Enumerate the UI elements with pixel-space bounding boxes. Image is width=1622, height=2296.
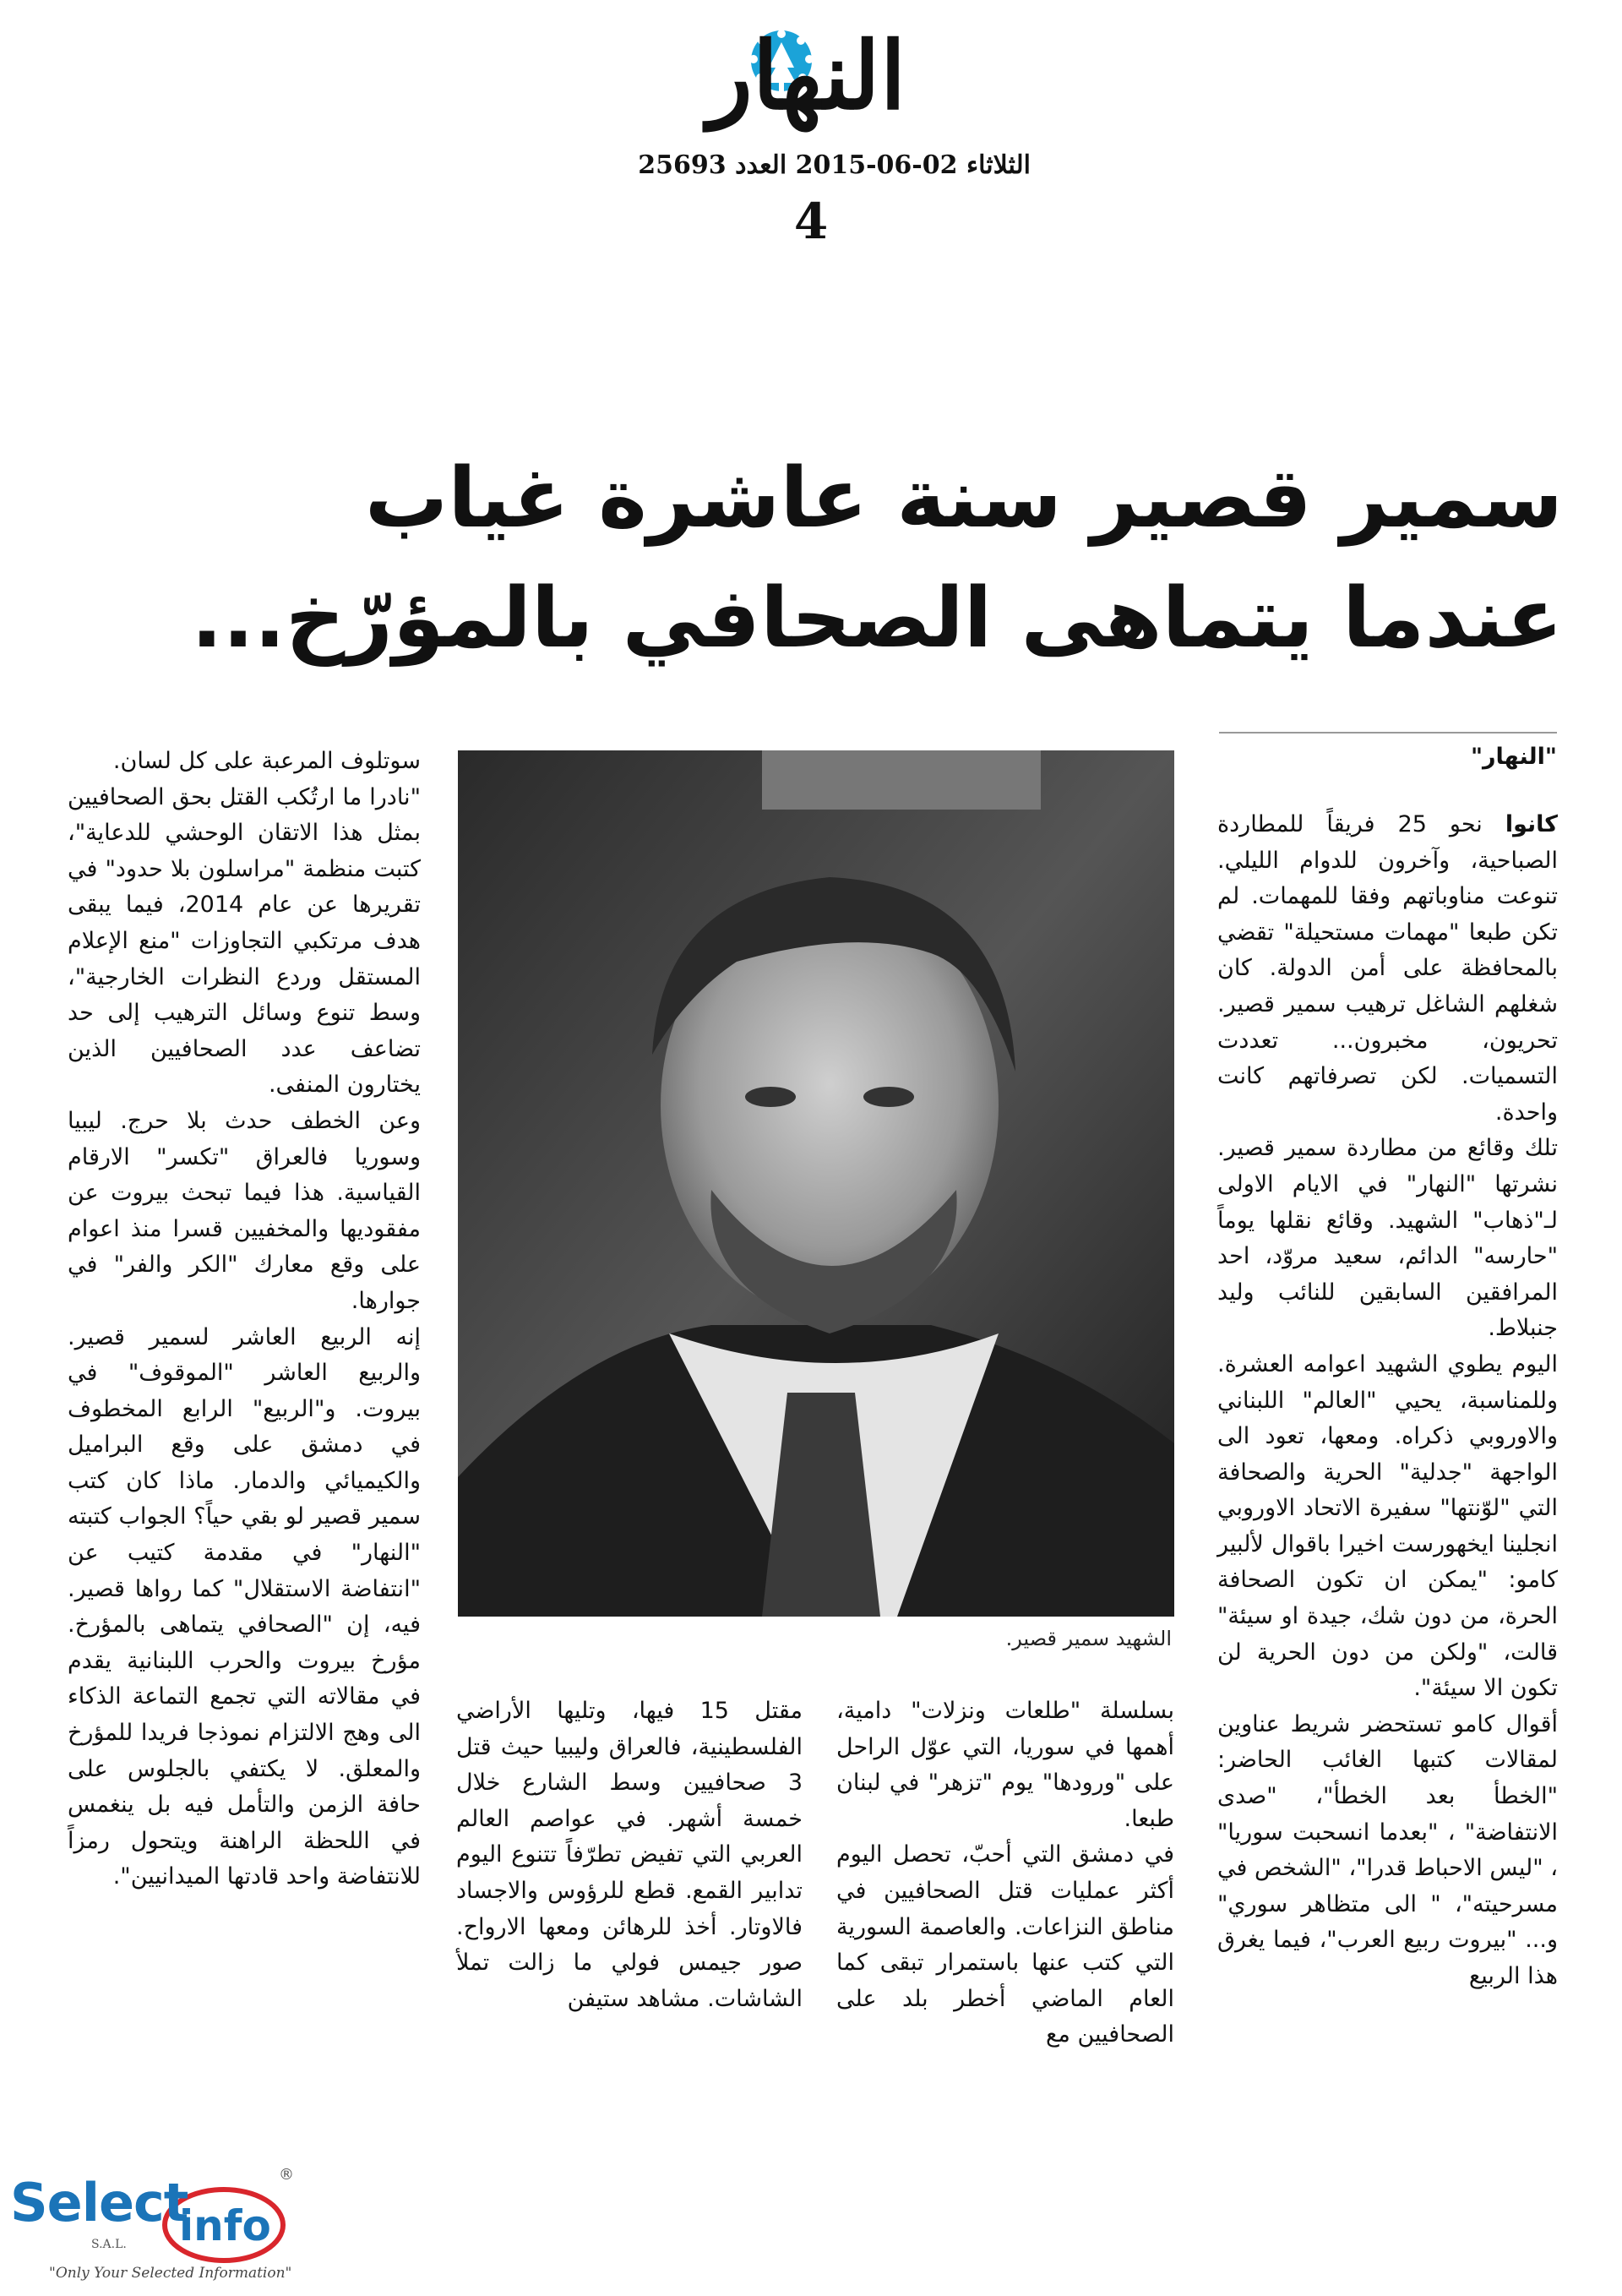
portrait-photo [458, 750, 1174, 1617]
paragraph: مقتل 15 فيها، وتليها الأراضي الفلسطينية، فالعراق وليبيا حيث قتل 3 صحافيين وسط الشارع خلال خمسة أشهر. في عواصم العالم العربي التي تفيض تطرّفاً تتنوع اليوم تدابير القمع. قطع للرؤوس والاجساد فالاوتار. أخذ للرهائن ومعها الارواح. صور جيمس فولي ما زالت تملأ الشاشات. مشاهد ستيفن [456, 1698, 803, 2012]
photo-caption: الشهيد سمير قصير. [1005, 1627, 1172, 1650]
article-column-2 [836, 1693, 1174, 2053]
masthead-title: النهار [707, 21, 906, 130]
registered-mark: ® [279, 2166, 294, 2184]
issue-number: 25693 [638, 150, 727, 180]
article-column-4 [68, 744, 421, 1895]
headline-line-1: سمير قصير سنة عاشرة غياب [364, 450, 1563, 547]
paragraph: كانوا نحو 25 فريقاً للمطاردة الصباحية، وآخرون للدوام الليلي. تنوعت مناوباتهم وفقا للمهمات. لم تكن طبعا "مهمات مستحيلة" تقضي بالمحافظة على أمن الدولة. كان شغلهم الشاغل ترهيب سمير قصير. تحريون، مخبرون... تعددت التسميات. لكن تصرفاتهم كانت واحدة. [1217, 811, 1558, 1126]
byline-divider [1219, 732, 1557, 734]
paragraph: بسلسلة "طلعات ونزلات" دامية، أهمها في سوريا، التي عوّل الراحل على "ورودها" يوم "تزهر" في لبنان طبعا. [836, 1698, 1174, 1832]
lead-word: كانوا [1505, 811, 1558, 837]
article-column-1 [1217, 807, 1558, 1995]
logo-tagline: "Only Your Selected Information" [49, 2265, 292, 2282]
page-number: 4 [793, 193, 829, 250]
paragraph: في دمشق التي أحبّ، تحصل اليوم أكثر عمليات قتل الصحافيين في مناطق النزاعات. والعاصمة السورية التي كتب عنها باستمرار تبقى كما العام الماضي أخطر بلد على الصحافيين مع [836, 1841, 1174, 2048]
paragraph: اليوم يطوي الشهيد اعوامه العشرة. وللمناسبة، يحيي "العالم" اللبناني والاوروبي ذكراه. ومعها، تعود الى الواجهة "جدلية" الحرية والصحافة التي "لوّنتها" سفيرة الاتحاد الاوروبي انجلينا ايخهورست اخيرا باقوال لألبير كامو: "يمكن ان تكون الصحافة الحرة، من دون شك، جيدة او سيئة" قالت، "ولكن من دون الحرية لن تكون الا سيئة". [1217, 1350, 1558, 1702]
paragraph: أقوال كامو تستحضر شريط عناوين لمقالات كتبها الغائب الحاضر: "الخطأ بعد الخطأ"، "صدى الانتفاضة" ، "بعدما انسحبت سوريا" ، "ليس الاحباط قدرا"، "الشخص في مسرحيته"، " الى متظاهر سوري" و... "بيروت ربيع العرب"، فيما يغرق هذا الربيع [1217, 1710, 1558, 1989]
article-column-3 [456, 1693, 803, 2017]
issue-date: 2015-06-02 [795, 150, 958, 180]
paragraph: إنه الربيع العاشر لسمير قصير. والربيع العاشر "الموقوف" في بيروت. و"الربيع" الرابع المخطوف في دمشق على وقع البراميل والكيميائي والدمار. ماذا كان كتب سمير قصير لو بقي حياً؟ الجواب كتبته "النهار" في مقدمة كتيب عن "انتفاضة الاستقلال" كما رواها قصير. فيه، إن "الصحافي يتماهى بالمؤرخ. مؤرخ بيروت والحرب اللبنانية يقدم في مقالاته التي تجمع التماعة الذكاء الى وهج الالتزام نموذجا فريدا للمؤرخ والمعلق. لا يكتفي بالجلوس على حافة الزمن والتأمل فيه بل ينغمس في اللحظة الراهنة ويتحول رمزاً للانتفاضة واحد قادتها الميدانيين". [68, 1323, 421, 1890]
byline: "النهار" [1470, 744, 1557, 770]
paragraph: تلك وقائع من مطاردة سمير قصير. نشرتها "النهار" في الايام الاولى لـ"ذهاب" الشهيد. وقائع نقلها يوماً "حارسه" الدائم، سعيد مروّد، احد المرافقين السابقين للنائب وليد جنبلاط. [1217, 1135, 1558, 1342]
issue-label: العدد [735, 150, 787, 180]
issue-date-line [591, 150, 1031, 184]
paragraph: "نادرا ما ارتُكب القتل بحق الصحافيين بمثل هذا الاتقان الوحشي للدعاية"، كتبت منظمة "مراسلون بلا حدود" في تقريرها عن عام 2014، فيما يبقى هدف مرتكبي التجاوزات "منع الإعلام المستقل وردع النظرات الخارجية"، وسط تنوع وسائل الترهيب إلى حد تضاعف عدد الصحافيين الذين يختارون المنفى. [68, 783, 421, 1099]
logo-select-word: Select [10, 2172, 188, 2233]
portrait-image [458, 750, 1174, 1617]
headline-line-2: عندما يتماهى الصحافي بالمؤرّخ... [191, 570, 1563, 667]
paragraph: وعن الخطف حدث بلا حرج. ليبيا وسوريا فالعراق "تكسر" الارقام القياسية. هذا فيما تبحث بيروت عن مفقوديها والمخفيين قسرا منذ اعوام على وقع معارك "الكر والفر" في جوارها. [68, 1107, 421, 1314]
logo-sal: S.A.L. [91, 2238, 127, 2251]
issue-day: الثلاثاء [966, 150, 1031, 180]
logo-info-word: info [179, 2201, 271, 2250]
paragraph: سوتلوف المرعبة على كل لسان. [112, 748, 421, 774]
